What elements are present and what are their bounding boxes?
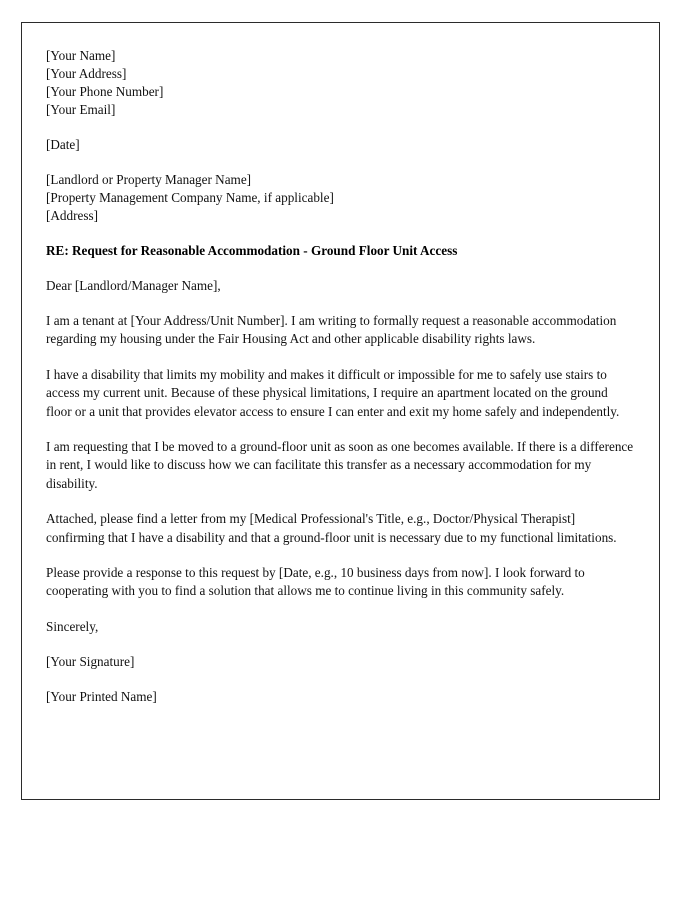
sender-name-line: [Your Name] bbox=[46, 48, 116, 63]
recipient-company-line: [Property Management Company Name, if applicable] bbox=[46, 190, 334, 205]
sender-address-line: [Your Address] bbox=[46, 66, 127, 81]
salutation-line: Dear [Landlord/Manager Name], bbox=[46, 278, 221, 293]
subject-line: RE: Request for Reasonable Accommodation - Ground Floor Unit Access bbox=[46, 243, 458, 258]
body-paragraph-3: I am requesting that I be moved to a ground-floor unit as soon as one becomes available. If there is a difference in rent, I would like to discuss how we can facilitate this transfer as a necessary accommodation for my disability. bbox=[46, 439, 634, 491]
closing-line: Sincerely, bbox=[46, 618, 99, 634]
document-page-frame bbox=[21, 22, 660, 800]
recipient-address-block bbox=[46, 171, 634, 225]
sender-email-line: [Your Email] bbox=[46, 102, 116, 117]
date-block bbox=[46, 136, 634, 154]
letter-body bbox=[46, 47, 634, 723]
printed-name-line: [Your Printed Name] bbox=[46, 688, 157, 704]
body-paragraph-1: I am a tenant at [Your Address/Unit Number]. I am writing to formally request a reasonable accommodation regarding my housing under the Fair Housing Act and other applicable disability rights laws. bbox=[46, 313, 617, 347]
body-paragraph-4: Attached, please find a letter from my [Medical Professional's Title, e.g., Doctor/Physical Therapist] confirming that I have a disability and that a ground-floor unit is necessary due to my functional limitations. bbox=[46, 511, 617, 545]
signature-placeholder-line: [Your Signature] bbox=[46, 653, 135, 669]
body-paragraph-5: Please provide a response to this request by [Date, e.g., 10 business days from now]. I look forward to cooperating with you to find a solution that allows me to continue living in this community safely. bbox=[46, 565, 585, 599]
recipient-name-line: [Landlord or Property Manager Name] bbox=[46, 172, 252, 187]
date-line: [Date] bbox=[46, 137, 80, 152]
recipient-address-line: [Address] bbox=[46, 208, 99, 223]
sender-phone-line: [Your Phone Number] bbox=[46, 84, 164, 99]
sender-address-block bbox=[46, 47, 634, 119]
body-paragraph-2: I have a disability that limits my mobility and makes it difficult or impossible for me to safely use stairs to access my current unit. Because of these physical limitations, I require an apartment located on the ground floor or a unit that provides elevator access to ensure I can enter and exit my home safely and independently. bbox=[46, 366, 620, 419]
